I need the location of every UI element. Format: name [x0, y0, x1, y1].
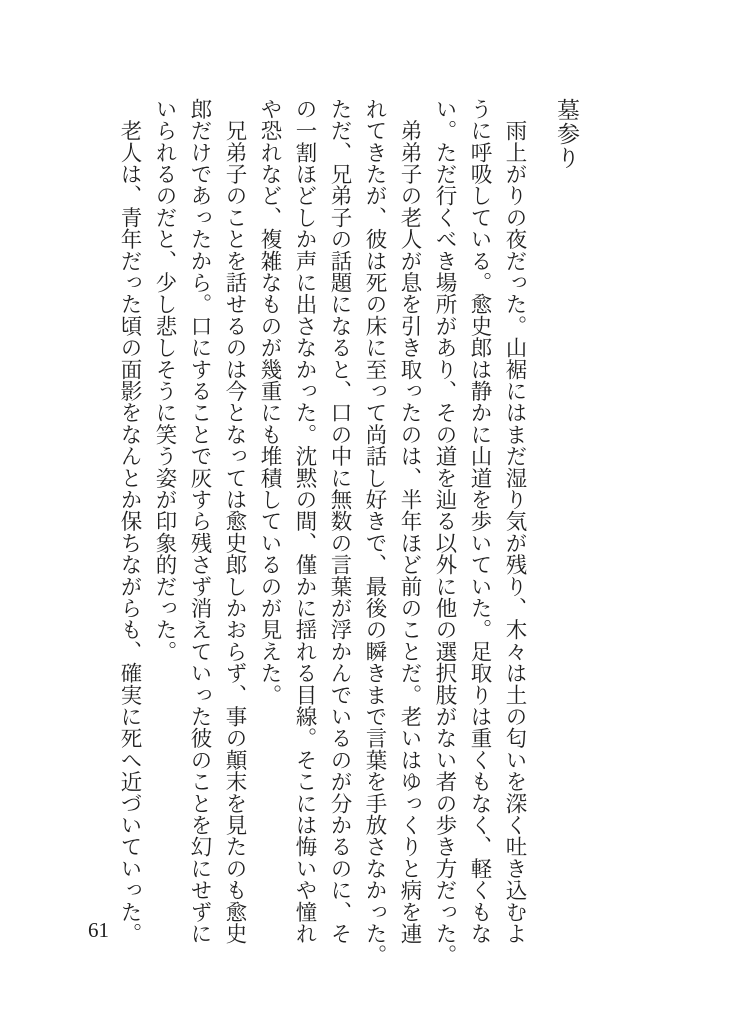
text-line: 郎だけであったから。口にすることで灰すら残さず消えていった彼のことを幻にせずに: [188, 98, 212, 945]
text-line: うに呼吸している。愈史郎は静かに山道を歩いていた。足取りは重くもなく、軽くもな: [468, 98, 492, 945]
text-line: いられるのだと、少し悲しそうに笑う姿が印象的だった。: [153, 98, 177, 663]
text-line: 老人は、青年だった頃の面影をなんとか保ちながらも、確実に死へ近づいていった。: [118, 98, 142, 945]
text-line: い。ただ行くべき場所があり、その道を辿る以外に他の選択肢がない者の歩き方だった。: [433, 98, 457, 966]
text-line: 弟弟子の老人が息を引き取ったのは、半年ほど前のことだ。老いはゆっくりと病を連: [398, 98, 422, 945]
text-line: や恐れなど、複雑なものが幾重にも堆積しているのが見えた。: [258, 98, 282, 706]
text-line: 兄弟子のことを話せるのは今となっては愈史郎しかおらず、事の顛末を見たのも愈史: [223, 98, 247, 945]
text-line: ただ、兄弟子の話題になると、口の中に無数の言葉が浮かんでいるのが分かるのに、そ: [328, 98, 352, 945]
text-line: の一割ほどしか声に出さなかった。沈黙の間、僅かに揺れる目線。そこには悔いや憧れ: [293, 98, 317, 945]
text-line: 雨上がりの夜だった。山裾にはまだ湿り気が残り、木々は土の匂いを深く吐き込むよ: [503, 98, 527, 945]
chapter-title: 墓参り: [554, 98, 579, 170]
text-line: れてきたが、彼は死の床に至って尚話し好きで、最後の瞬きまで言葉を手放さなかった。: [363, 98, 387, 966]
vertical-text-block: [112, 98, 584, 966]
page-number: 61: [88, 918, 109, 942]
